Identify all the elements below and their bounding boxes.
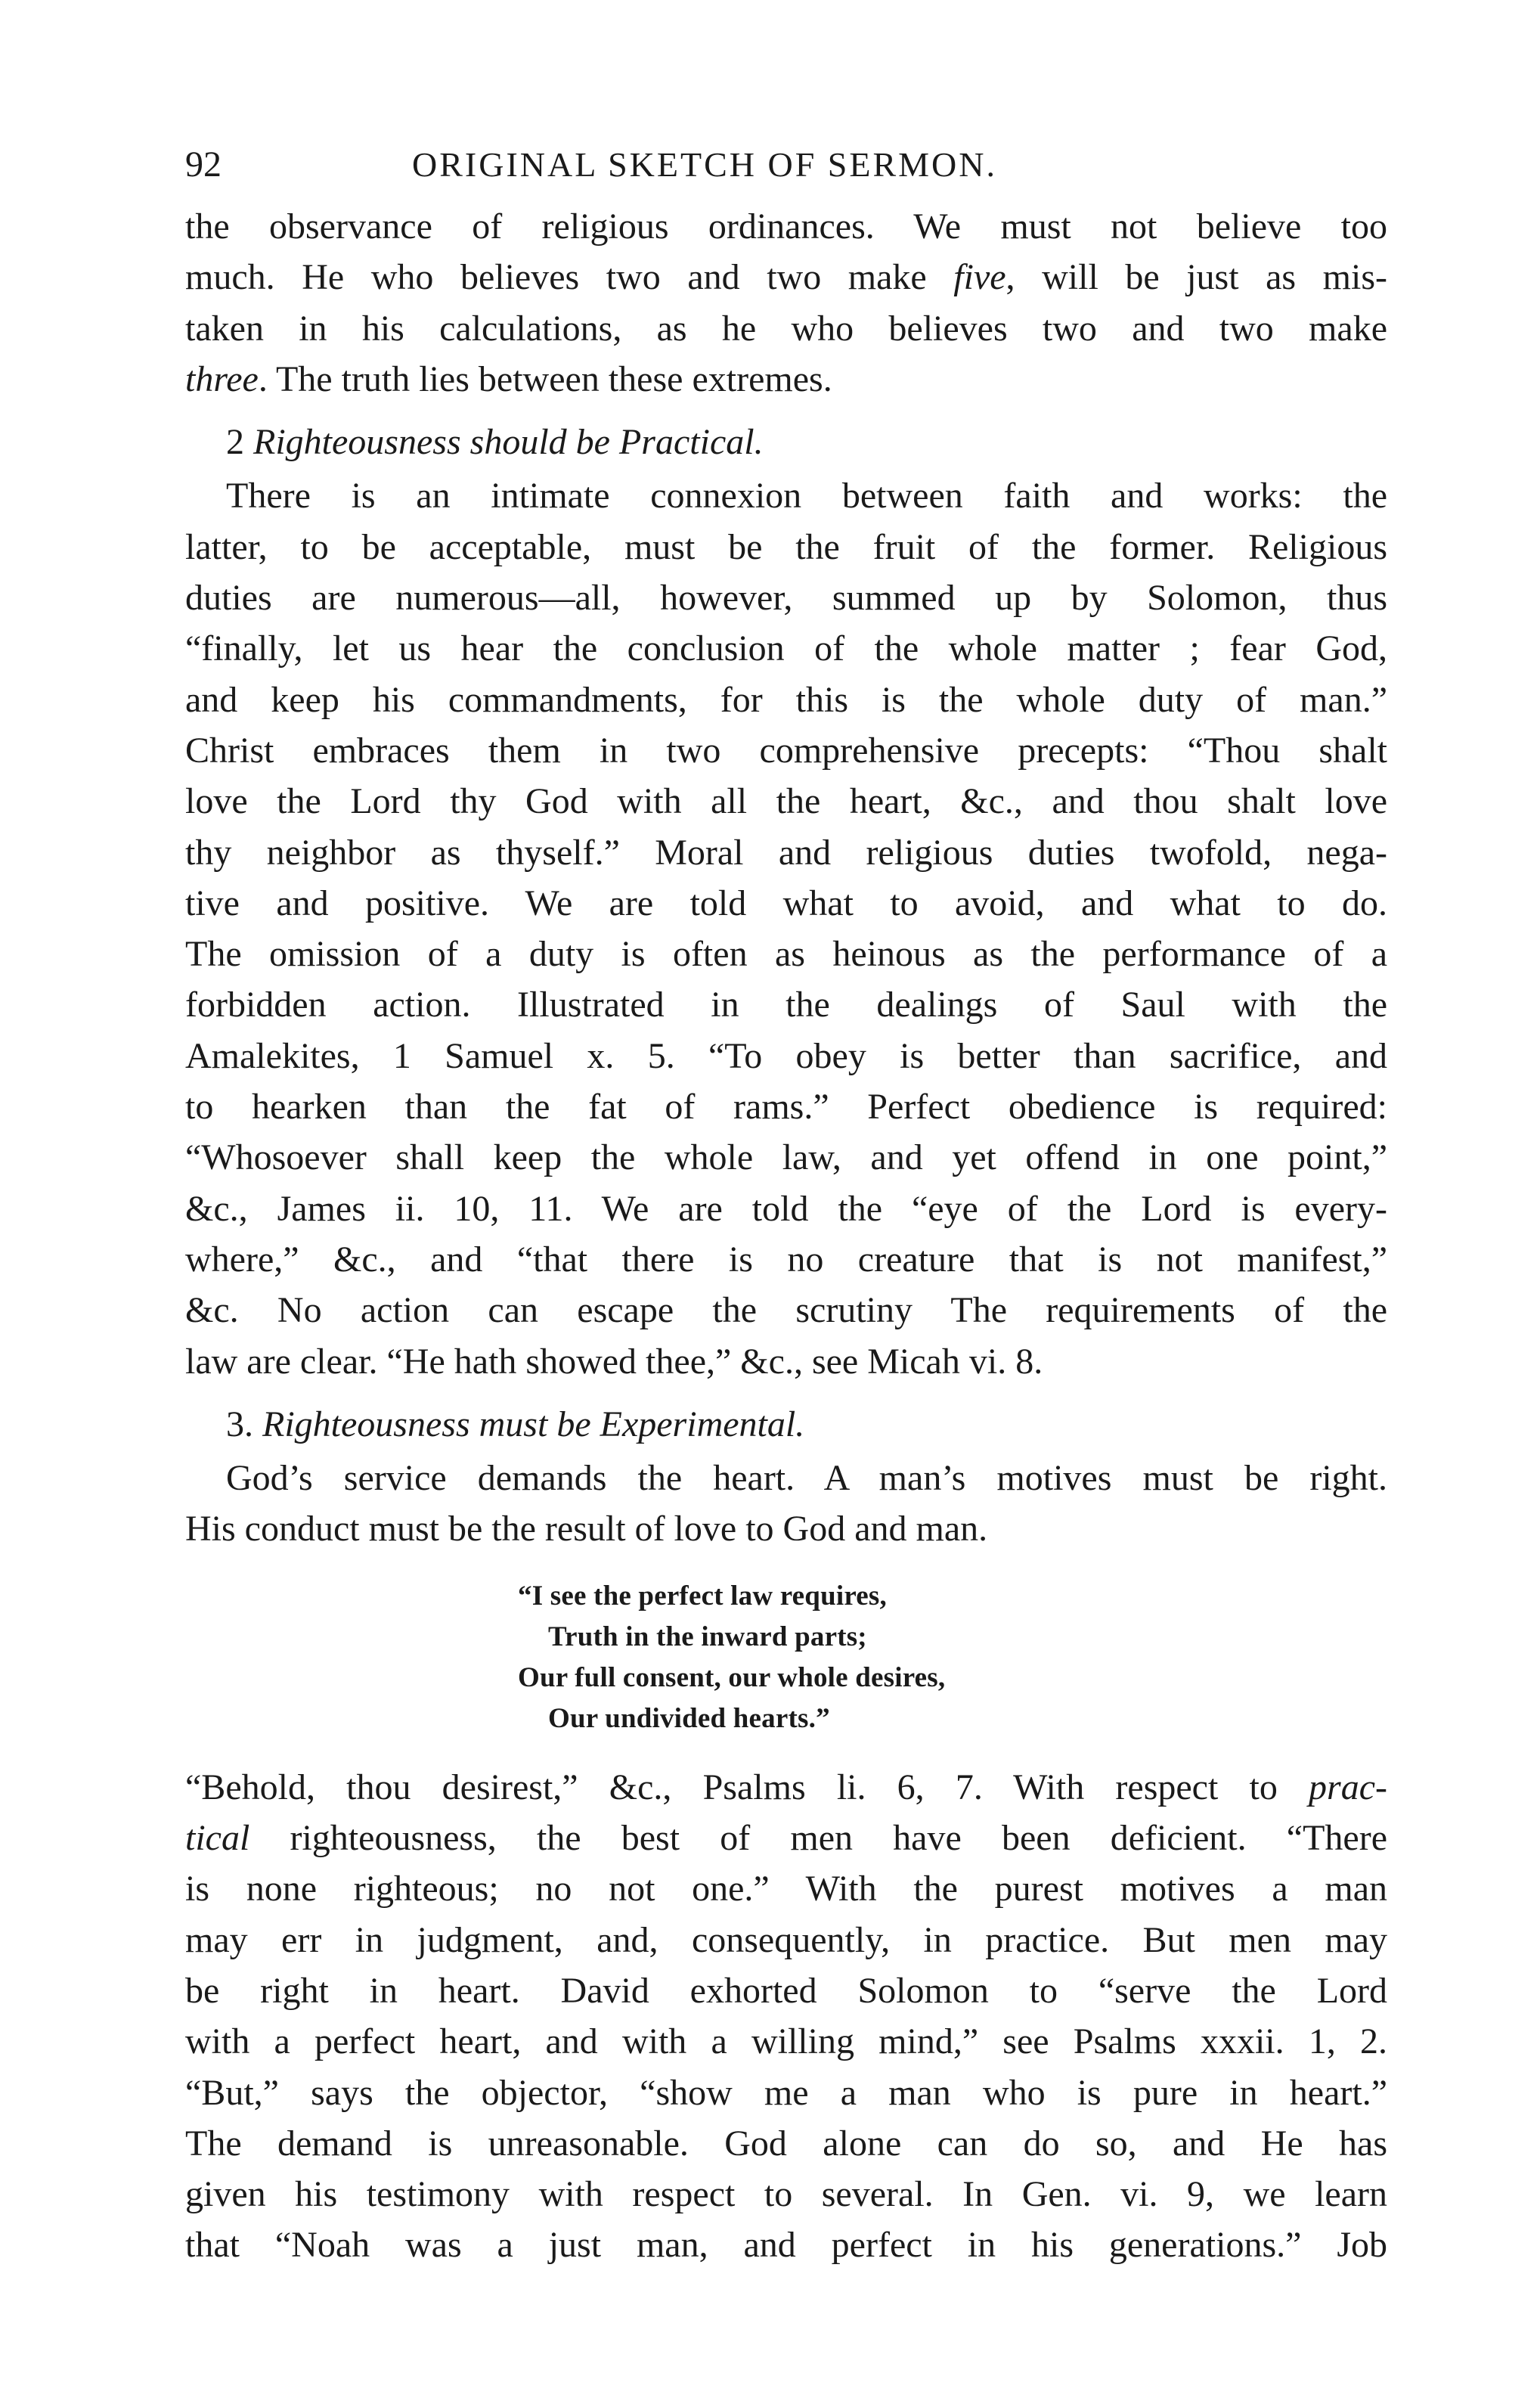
paragraph-behold	[185, 1762, 1387, 2271]
paragraph-continuation	[185, 201, 1387, 405]
running-title: ORIGINAL SKETCH OF SERMON.	[412, 145, 997, 184]
text-line: latter, to be acceptable, must be the fruit of the former. Religious	[185, 526, 1387, 567]
body-text	[185, 201, 1387, 2271]
italic-word: prac-	[1309, 1767, 1387, 1807]
text-line: where,” &c., and “that there is no creature that is not manifest,”	[185, 1239, 1387, 1280]
text-line: may err in judgment, and, consequently, in practice. But men may	[185, 1919, 1387, 1960]
verse-line: Our full consent, our whole desires,	[518, 1661, 946, 1693]
hymn-verse	[185, 1576, 1387, 1739]
text-line: that “Noah was a just man, and perfect in his generations.” Job	[185, 2225, 1387, 2266]
verse-line: Truth in the inward parts;	[548, 1621, 867, 1652]
text-line: duties are numerous—all, however, summed up by Solomon, thus	[185, 578, 1387, 619]
section-heading-2	[185, 417, 1387, 467]
text-line: given his testimony with respect to several. In Gen. vi. 9, we learn	[185, 2174, 1387, 2215]
text-line: and keep his commandments, for this is the whole duty of man.”	[185, 679, 1387, 720]
section-number: 3.	[226, 1404, 253, 1444]
text-line: God’s service demands the heart. A man’s motives must be right.	[226, 1458, 1387, 1499]
italic-word: three	[185, 358, 259, 399]
text-line: &c. No action can escape the scrutiny The requirements of the	[185, 1290, 1387, 1331]
verse-line: “I see the perfect law requires,	[518, 1580, 887, 1612]
text-line	[185, 354, 1387, 405]
text-line: &c., James ii. 10, 11. We are told the “eye of the Lord is every-	[185, 1188, 1387, 1229]
text-span: . The truth lies between these extremes.	[258, 358, 832, 399]
text-line	[185, 1813, 1387, 1863]
text-line: “But,” says the objector, “show me a man who is pure in heart.”	[185, 2072, 1387, 2113]
text-line: The demand is unreasonable. God alone can do so, and He has	[185, 2123, 1387, 2164]
paragraph-practical	[185, 470, 1387, 1386]
text-line: His conduct must be the result of love to God and man.	[185, 1509, 988, 1549]
text-line: There is an intimate connexion between faith and works: the	[226, 476, 1387, 516]
text-line: “Whosoever shall keep the whole law, and yet offend in one point,”	[185, 1137, 1387, 1178]
book-page	[185, 144, 1387, 2271]
text-line: “finally, let us hear the conclusion of the whole matter ; fear God,	[185, 628, 1387, 669]
text-line: forbidden action. Illustrated in the dealings of Saul with the	[185, 985, 1387, 1025]
italic-word: tical	[185, 1818, 250, 1859]
text-line: is none righteous; no not one.” With the purest motives a man	[185, 1869, 1387, 1909]
section-heading-3	[185, 1399, 1387, 1450]
paragraph-experimental	[185, 1453, 1387, 1555]
section-title: Righteousness should be Practical.	[253, 422, 764, 463]
text-line: The omission of a duty is often as heinous as the performance of a	[185, 934, 1387, 975]
text-line: Christ embraces them in two comprehensive precepts: “Thou shalt	[185, 730, 1387, 771]
italic-word: five	[953, 257, 1006, 298]
text-span: much. He who believes two and two make	[185, 257, 927, 298]
page-header	[185, 144, 1387, 197]
text-line: law are clear. “He hath showed thee,” &c., see Micah vi. 8.	[185, 1341, 1043, 1382]
text-line: to hearken than the fat of rams.” Perfect obedience is required:	[185, 1087, 1387, 1128]
text-line: with a perfect heart, and with a willing mind,” see Psalms xxxii. 1, 2.	[185, 2021, 1387, 2062]
text-line: love the Lord thy God with all the heart, &c., and thou shalt love	[185, 781, 1387, 822]
section-number: 2	[226, 422, 244, 463]
verse-line: Our undivided hearts.”	[548, 1702, 830, 1734]
text-span: “Behold, thou desirest,” &c., Psalms li. 6, 7. With respect to	[185, 1767, 1278, 1807]
text-span: righteousness, the best of men have been deficient. “There	[290, 1818, 1388, 1859]
text-span: , will be just as mis-	[1005, 257, 1387, 298]
text-line: taken in his calculations, as he who believes two and two make	[185, 308, 1387, 349]
page-number: 92	[185, 144, 222, 185]
text-line: thy neighbor as thyself.” Moral and religious duties twofold, nega-	[185, 832, 1387, 873]
text-line	[185, 1762, 1387, 1813]
text-line: be right in heart. David exhorted Solomon to “serve the Lord	[185, 1970, 1387, 2011]
text-line: tive and positive. We are told what to avoid, and what to do.	[185, 883, 1387, 923]
section-title: Righteousness must be Experimental.	[262, 1404, 805, 1444]
text-line: Amalekites, 1 Samuel x. 5. “To obey is better than sacrifice, and	[185, 1035, 1387, 1076]
text-line	[185, 252, 1387, 302]
text-line: the observance of religious ordinances. We must not believe too	[185, 206, 1387, 247]
